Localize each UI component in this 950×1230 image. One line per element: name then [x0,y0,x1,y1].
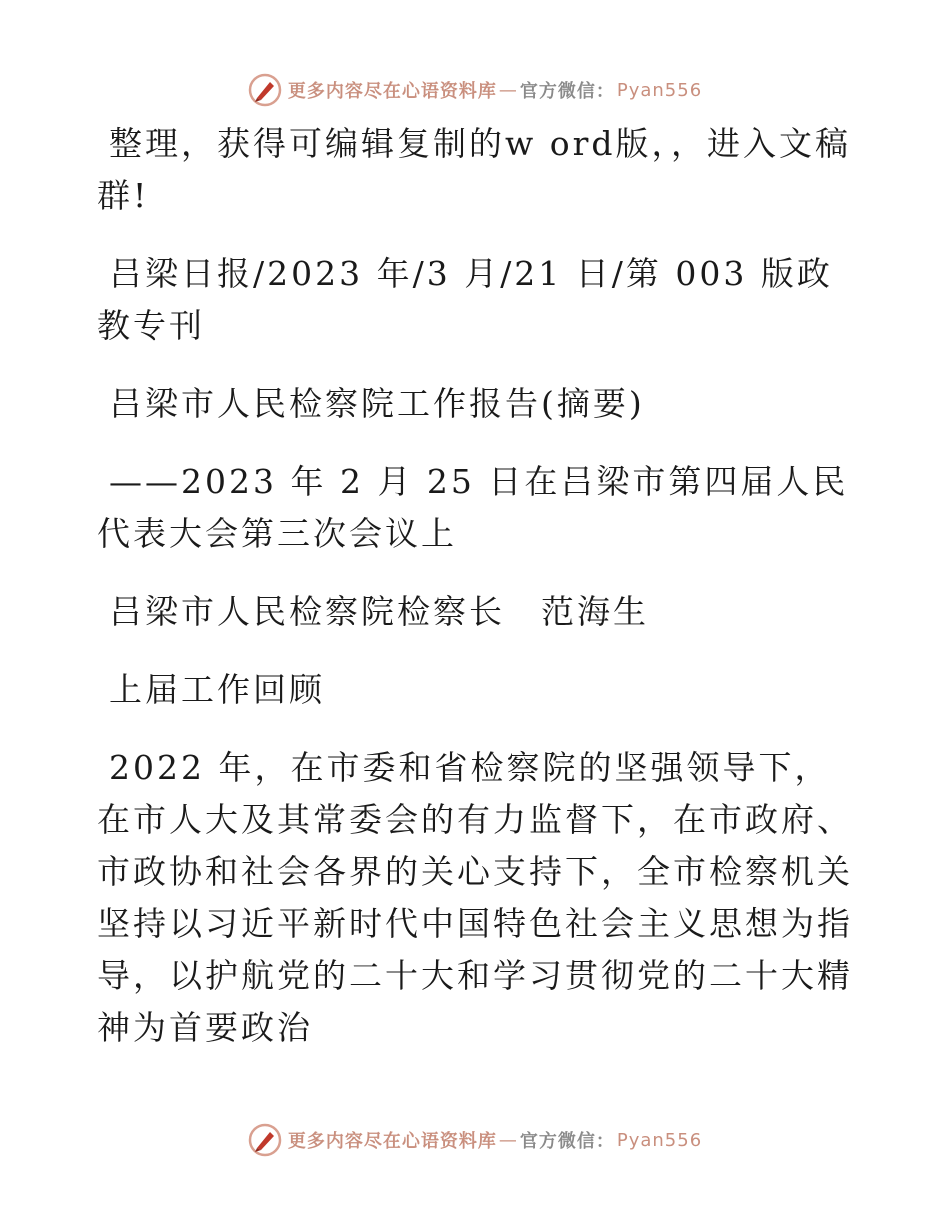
banner-official-text: 官方微信： [519,1131,615,1152]
banner-wechat-id: Pyan556 [616,79,703,101]
footer-watermark-banner [0,1120,950,1160]
header-watermark-banner [0,70,950,110]
paragraph-author: 吕梁市人民检察院检察长 范海生 [109,592,649,631]
paragraph-body-text: 2022 年，在市委和省检察院的坚强领导下，在市人大及其常委会的有力监督下，在市政府、市政协和社会各界的关心支持下，全市检察机关坚持以习近平新时代中国特色社会主义思想为指导，以护航党的二十大和学习贯彻党的二十大精神为首要政治 [97,748,853,1047]
banner-dash: — [498,79,518,101]
banner-official-text: 官方微信： [519,81,615,102]
banner-dash: — [498,1129,518,1151]
paragraph-meeting-info: ——2023 年 2 月 25 日在吕梁市第四届人民代表大会第三次会议上 [97,462,849,553]
document-body [97,118,857,1080]
paragraph-report-title: 吕梁市人民检察院工作报告(摘要) [109,384,645,423]
pen-nib-logo-icon [248,73,282,107]
paragraph-source: 吕梁日报/2023 年/3 月/21 日/第 003 版政教专刊 [97,254,833,345]
paragraph-intro: 整理，获得可编辑复制的w ord版，，进入文稿群! [97,124,852,215]
paragraph-section-heading: 上届工作回顾 [109,670,325,709]
banner-site-text: 更多内容尽在心语资料库 [287,1131,497,1152]
banner-wechat-id: Pyan556 [616,1129,703,1151]
banner-site-text: 更多内容尽在心语资料库 [287,81,497,102]
pen-nib-logo-icon [248,1123,282,1157]
